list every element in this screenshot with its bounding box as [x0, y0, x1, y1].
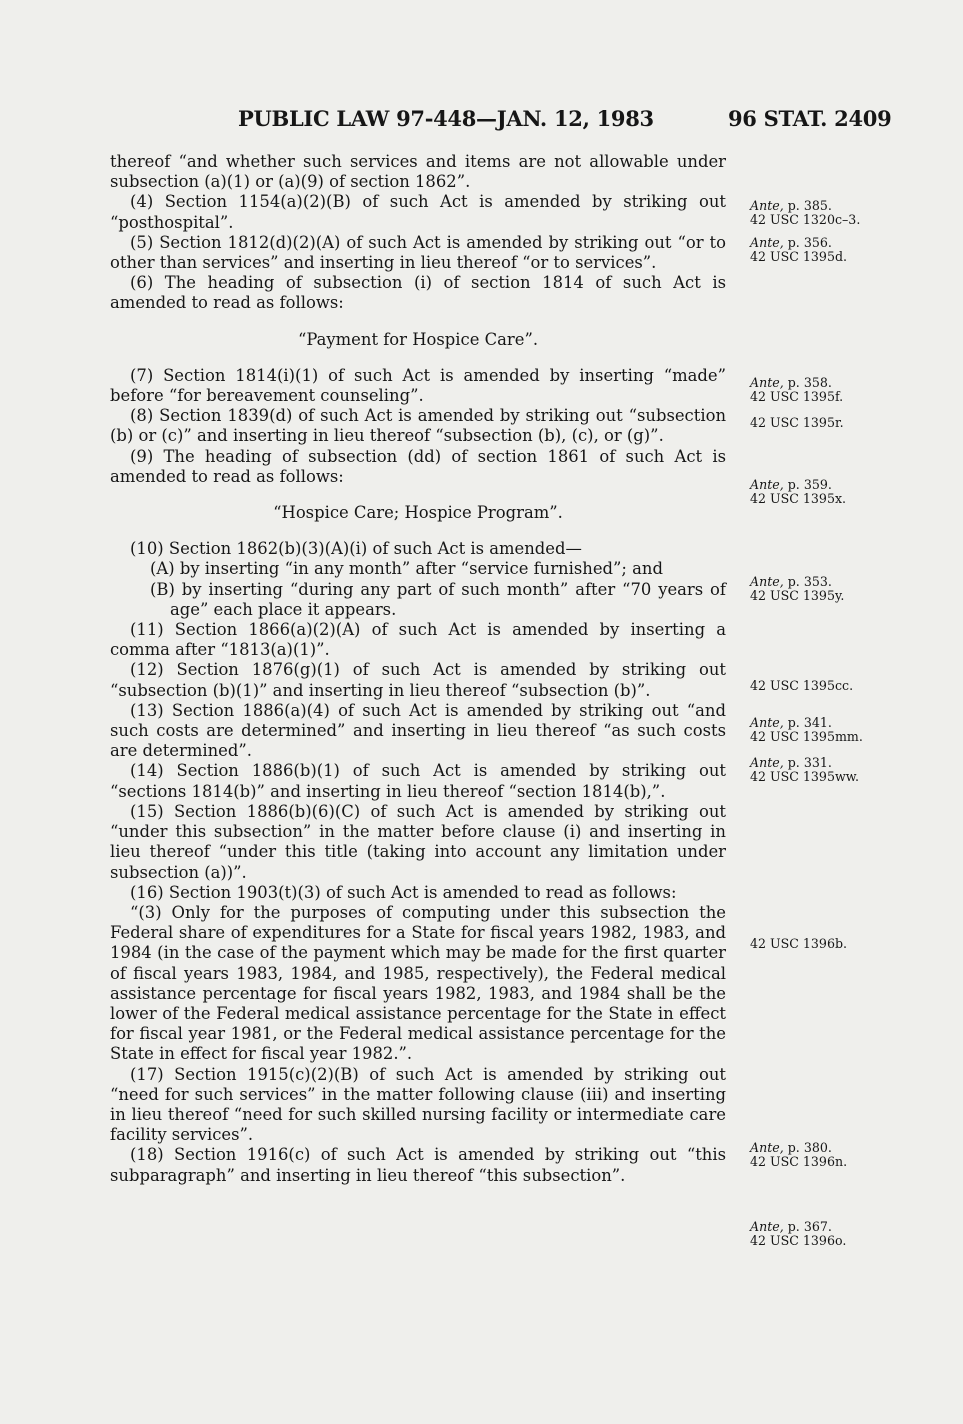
- heading-payment-for-hospice-care: “Payment for Hospice Care”.: [297, 329, 539, 349]
- paragraph-15: (15) Section 1886(b)(6)(C) of such Act is amended by striking out “under this subsection” in the matter before clause (i) and inserting in lieu thereof “under this title (taking into account any limitation under subsection (a))”.: [110, 801, 726, 882]
- margin-note: Ante, p. 385. 42 USC 1320c–3.: [750, 198, 861, 227]
- margin-note: 42 USC 1396b.: [750, 936, 848, 951]
- margin-note: Ante, p. 331. 42 USC 1395ww.: [750, 755, 860, 784]
- paragraph-7: (7) Section 1814(i)(1) of such Act is amended by inserting “made” before “for bereavement counseling”.: [110, 365, 726, 406]
- paragraph-9: (9) The heading of subsection (dd) of section 1861 of such Act is amended to read as follows:: [110, 446, 726, 486]
- page-stat-number: 96 STAT. 2409: [728, 106, 892, 131]
- margin-note: Ante, p. 353. 42 USC 1395y.: [750, 574, 845, 603]
- margin-note: Ante, p. 356. 42 USC 1395d.: [750, 235, 848, 264]
- paragraph-11: (11) Section 1866(a)(2)(A) of such Act is amended by inserting a comma after “1813(a)(1)”.: [110, 620, 726, 660]
- subparagraph-10-b: (B) by inserting “during any part of such month” after “70 years of age” each place it appears.: [150, 579, 726, 619]
- subparagraph-10-a: (A) by inserting “in any month” after “service furnished”; and: [150, 559, 663, 579]
- paragraph-14: (14) Section 1886(b)(1) of such Act is amended by striking out “sections 1814(b)” and inserting in lieu thereof “section 1814(b),”.: [110, 761, 726, 801]
- paragraph-4: (4) Section 1154(a)(2)(B) of such Act is amended by striking out “posthospital”.: [110, 192, 726, 232]
- margin-note: Ante, p. 367. 42 USC 1396o.: [750, 1219, 847, 1248]
- margin-note: Ante, p. 359. 42 USC 1395x.: [750, 477, 847, 506]
- paragraph-8: (8) Section 1839(d) of such Act is amended by striking out “subsection (b) or (c)” and inserting in lieu thereof “subsection (b), (c), or (g)”.: [110, 406, 726, 446]
- margin-note: Ante, p. 380. 42 USC 1396n.: [750, 1140, 848, 1169]
- heading-hospice-care-program: “Hospice Care; Hospice Program”.: [273, 503, 563, 523]
- margin-note: Ante, p. 358. 42 USC 1395f.: [750, 375, 844, 404]
- margin-note: 42 USC 1395r.: [750, 415, 844, 430]
- paragraph-5: (5) Section 1812(d)(2)(A) of such Act is amended by striking out “or to other than services” and inserting in lieu thereof “or to services”.: [110, 232, 726, 273]
- paragraph-6: (6) The heading of subsection (i) of section 1814 of such Act is amended to read as follows:: [110, 273, 726, 313]
- margin-note: 42 USC 1395cc.: [750, 678, 854, 693]
- quoted-paragraph-3: “(3) Only for the purposes of computing under this subsection the Federal share of expenditures for a State for fiscal years 1982, 1983, and 1984 (in the case of the payment which may be made for the first quarter of fiscal years 1983, 1984, and 1985, respectively), the Federal medical assistance percentage for fiscal years 1982, 1983, and 1984 shall be the lower of the Federal medical assistance percentage for the State in effect for fiscal year 1981, or the Federal medical assistance percentage for the State in effect for fiscal year 1982.”.: [110, 902, 726, 1064]
- running-header-title: PUBLIC LAW 97-448—JAN. 12, 1983: [238, 106, 654, 131]
- paragraph-13: (13) Section 1886(a)(4) of such Act is amended by striking out “and such costs are determined” and inserting in lieu thereof “as such costs are determined”.: [110, 700, 726, 761]
- paragraph-12: (12) Section 1876(g)(1) of such Act is amended by striking out “subsection (b)(1)” and inserting in lieu thereof “subsection (b)”.: [110, 660, 726, 700]
- paragraph-17: (17) Section 1915(c)(2)(B) of such Act is amended by striking out “need for such services” in the matter following clause (iii) and inserting in lieu thereof “need for such skilled nursing facility or intermediate care facility services”.: [110, 1064, 726, 1145]
- paragraph-16: (16) Section 1903(t)(3) of such Act is amended to read as follows:: [130, 882, 677, 902]
- document-body: [110, 152, 726, 1186]
- paragraph-18: (18) Section 1916(c) of such Act is amended by striking out “this subparagraph” and inserting in lieu thereof “this subsection”.: [110, 1145, 726, 1185]
- margin-note: Ante, p. 341. 42 USC 1395mm.: [750, 715, 863, 744]
- paragraph-10: (10) Section 1862(b)(3)(A)(i) of such Act is amended—: [130, 539, 582, 559]
- paragraph-continuation: thereof “and whether such services and items are not allowable under subsection (a)(1) or (a)(9) of section 1862”.: [110, 152, 726, 192]
